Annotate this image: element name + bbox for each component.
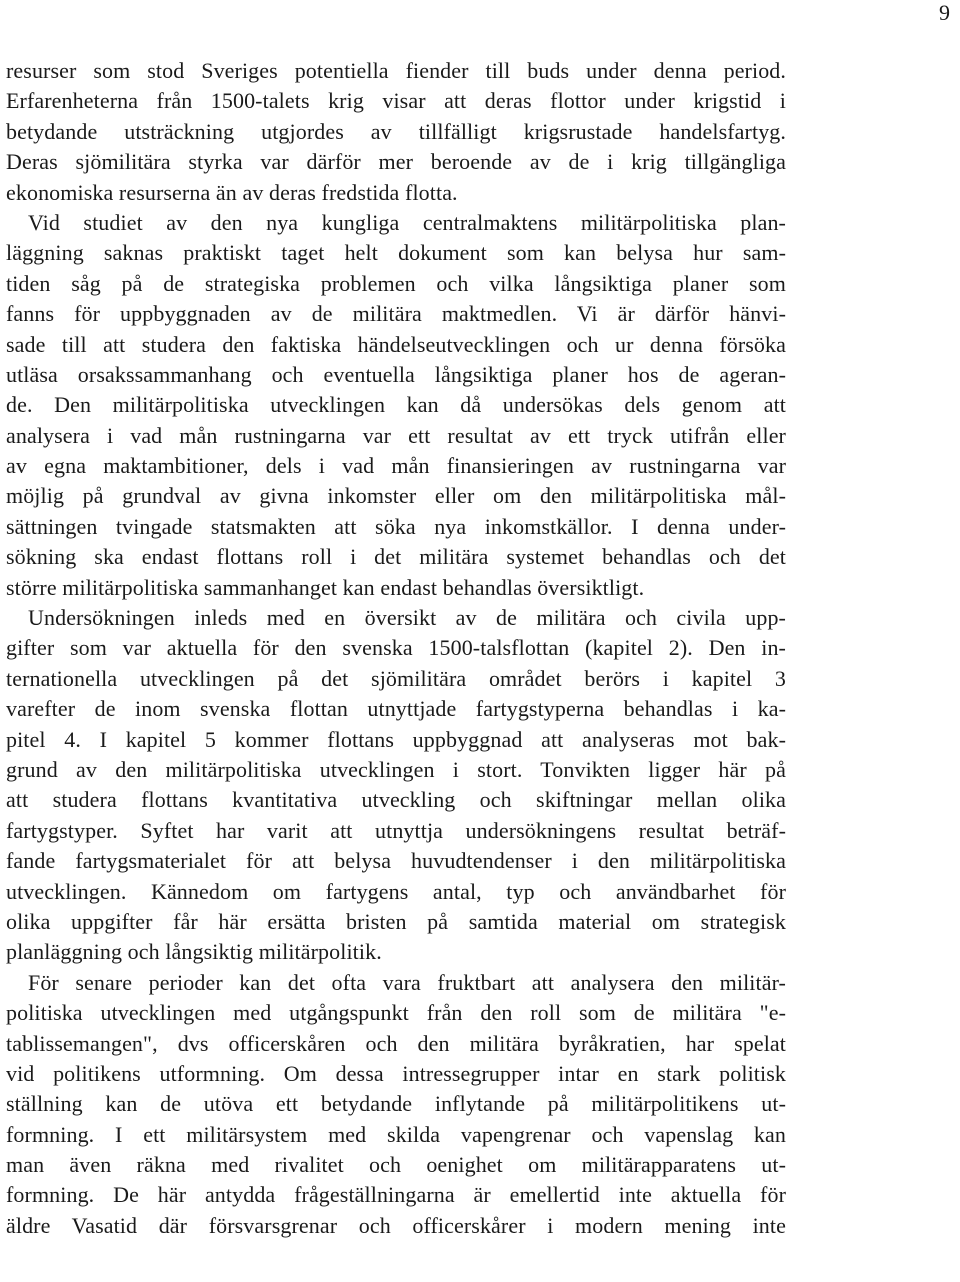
text-line: större militärpolitiska sammanhanget kan endast behandlas översiktligt. xyxy=(6,574,645,600)
text-line: formning. De här antydda frågeställningarna är emellertid inte aktuella för xyxy=(6,1182,786,1208)
text-line: ställning kan de utöva ett betydande inflytande på militärpolitikens ut- xyxy=(6,1091,786,1117)
page-number: 9 xyxy=(939,0,950,25)
text-line: tiden såg på de strategiska problemen och vilka långsiktiga planer som xyxy=(6,270,786,296)
text-line: läggning saknas praktiskt taget helt dokument som kan belysa hur sam- xyxy=(6,240,786,266)
text-line: För senare perioder kan det ofta vara fruktbart att analysera den militär- xyxy=(28,969,786,995)
text-line: möjlig på grundval av givna inkomster eller om den militärpolitiska mål- xyxy=(6,483,786,509)
text-line: tablissemangen", dvs officerskåren och den militära byråkratien, har spelat xyxy=(6,1030,786,1056)
text-line: sökning ska endast flottans roll i det militära systemet behandlas och det xyxy=(6,544,786,570)
text-line: olika uppgifter får här ersätta bristen på samtida material om strategisk xyxy=(6,908,786,934)
text-line: politiska utvecklingen med utgångspunkt från den roll som de militära "e- xyxy=(6,1000,786,1026)
text-line: sättningen tvingade statsmakten att söka nya inkomstkällor. I denna under- xyxy=(6,513,786,539)
text-line: Deras sjömilitära styrka var därför mer beroende av de i krig tillgängliga xyxy=(6,149,786,175)
text-line: Undersökningen inleds med en översikt av de militära och civila upp- xyxy=(28,605,786,631)
text-line: ternationella utvecklingen på det sjömilitära området berörs i kapitel 3 xyxy=(6,665,786,691)
body-text xyxy=(6,56,786,1241)
text-line: formning. I ett militärsystem med skilda vapengrenar och vapenslag kan xyxy=(6,1121,786,1147)
text-line: pitel 4. I kapitel 5 kommer flottans uppbyggnad att analyseras mot bak- xyxy=(6,726,786,752)
text-line: ekonomiska resurserna än av deras fredstida flotta. xyxy=(6,179,458,205)
text-line: resurser som stod Sveriges potentiella fiender till buds under denna period. xyxy=(6,58,786,83)
text-line: utvecklingen. Kännedom om fartygens antal, typ och användbarhet för xyxy=(6,878,786,904)
text-line: fande fartygsmaterialet för att belysa huvudtendenser i den militärpolitiska xyxy=(6,848,786,874)
text-line: vid politikens utformning. Om dessa intressegrupper intar en stark politisk xyxy=(6,1060,786,1086)
text-line: de. Den militärpolitiska utvecklingen kan då undersökas dels genom att xyxy=(6,392,786,418)
text-line: man även räkna med rivalitet och oenighet om militärapparatens ut- xyxy=(6,1152,786,1178)
text-line: Vid studiet av den nya kungliga centralmaktens militärpolitiska plan- xyxy=(28,209,786,235)
text-line: äldre Vasatid där försvarsgrenar och officerskårer i modern mening inte xyxy=(6,1212,786,1238)
text-line: fanns för uppbyggnaden av de militära maktmedlen. Vi är därför hänvi- xyxy=(6,301,786,327)
text-line: betydande utsträckning utgjordes av tillfälligt krigsrustade handelsfartyg. xyxy=(6,118,786,144)
text-line: planläggning och långsiktig militärpolitik. xyxy=(6,939,382,965)
text-line: Erfarenheterna från 1500-talets krig visar att deras flottor under krigstid i xyxy=(6,88,786,114)
text-line: fartygstyper. Syftet har varit att utnyttja undersökningens resultat beträf- xyxy=(6,817,786,843)
text-line: varefter de inom svenska flottan utnyttjade fartygstyperna behandlas i ka- xyxy=(6,696,786,722)
text-line: analysera i vad mån rustningarna var ett resultat av ett tryck utifrån eller xyxy=(6,422,786,448)
text-line: grund av den militärpolitiska utvecklingen i stort. Tonvikten ligger här på xyxy=(6,756,786,782)
text-line: att studera flottans kvantitativa utveckling och skiftningar mellan olika xyxy=(6,787,786,813)
text-line: gifter som var aktuella för den svenska 1500-talsflottan (kapitel 2). Den in- xyxy=(6,635,786,661)
text-line: utläsa orsakssammanhang och eventuella långsiktiga planer hos de ageran- xyxy=(6,361,786,387)
text-line: av egna maktambitioner, dels i vad mån finansieringen av rustningarna var xyxy=(6,453,786,479)
text-line: sade till att studera den faktiska händelseutvecklingen och ur denna försöka xyxy=(6,331,786,357)
